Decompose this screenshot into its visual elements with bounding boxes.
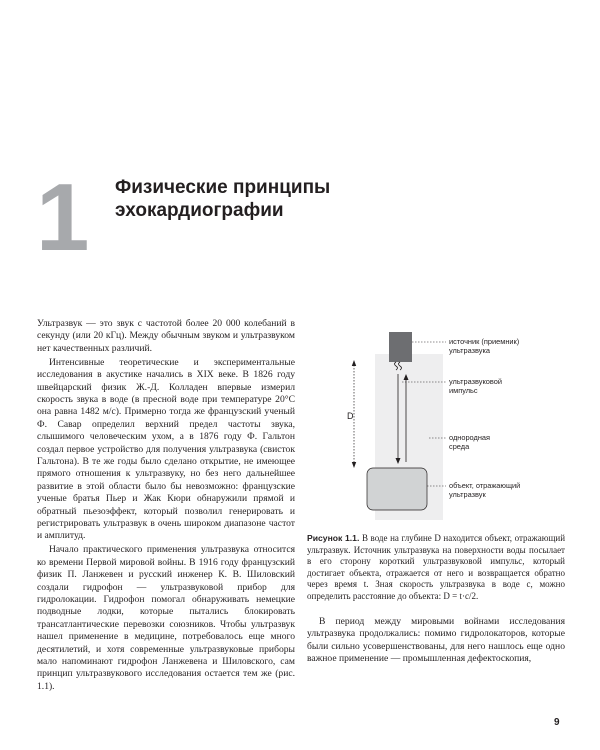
figure-diagram [303,320,565,520]
paragraph: Интенсивные теоретические и экспериментальные исследования в акустике начались в XIX веке. В 1826 году швейцарский физик Ж.-Д. Колладен впервые измерил скорость звука в воде (в пресной воде при температуре 20°С она равна 1482 м/с). Примерно тогда же французский ученый Ф. Савар определил верхний предел частоты звука, слышимого человеческим ухом, а в 1876 году Ф. Гальтон создал первое устройство для получения ультразвука (свисток Гальтона). В те же годы было сделано открытие, не имеющее прямого отношения к ультразвуку, но без него дальнейшее развитие в этой области было бы невозможно: французские ученые братья Пьер и Жак Кюри обнаружили прямой и обратный пьезоэффект, который позволил генерировать и регистрировать ультразвук в очень широком диапазоне частот и амплитуд. [37,356,295,542]
figure-1-1 [303,320,565,520]
paragraph: Начало практического применения ультразвука относится ко времени Первой мировой войны. В 1916 году французский физик П. Ланжевен и русский инженер К. В. Шиловский создали гидрофон — ультразвуковой прибор для гидролокации. Гидрофон помогал обнаруживать немецкие подводные лодки, которые пытались блокировать трансатлантические перевозки союзников. Чтобы ультразвук нашел применение в медицине, потребовалось еще много десятилетий, и хотя современные ультразвуковые приборы мало напоминают гидрофон Ланжевена и Шиловского, сам принцип ультразвукового исследования остается тем же (рис. 1.1). [37,544,295,692]
page-number: 9 [554,717,560,728]
reflecting-object [367,468,427,510]
depth-label: D [347,411,354,421]
label-pulse: ультразвуковой импульс [449,377,502,395]
ultrasound-source [389,332,412,362]
right-column [307,616,565,666]
paragraph: Ультразвук — это звук с частотой более 20 000 колебаний в секунду (или 20 кГц). Между обычным звуком и ультразвуком нет качественных различий. [37,318,295,354]
figure-caption [307,533,565,603]
caption-label: Рисунок 1.1. [307,533,360,543]
caption-text: В воде на глубине D находится объект, отражающий ультразвук. Источник ультразвука на поверхности воды посылает в его сторону короткий ультразвуковой импульс, который достигает объекта, отражается от него и возвращается обратно через время t. Зная скорость ультразвука в воде c, можно определить расстояние до объекта: D = t·c/2. [307,533,566,601]
paragraph: В период между мировыми войнами исследования ультразвука продолжались: помимо гидролокаторов, которые были сильно усовершенствованы, для него нашлось еще одно важное применение — промышленная дефектоскопия, [307,616,565,665]
chapter-title-line-1: Физические принципы [115,177,331,198]
label-object: объект, отражающий ультразвук [449,481,521,499]
chapter-title [115,176,330,222]
label-medium: однородная среда [449,433,491,451]
chapter-number: 1 [36,164,88,271]
left-column [37,318,295,695]
chapter-title-line-2: эхокардиографии [115,200,284,221]
label-source: источник (приемник) ультразвука [449,337,520,355]
